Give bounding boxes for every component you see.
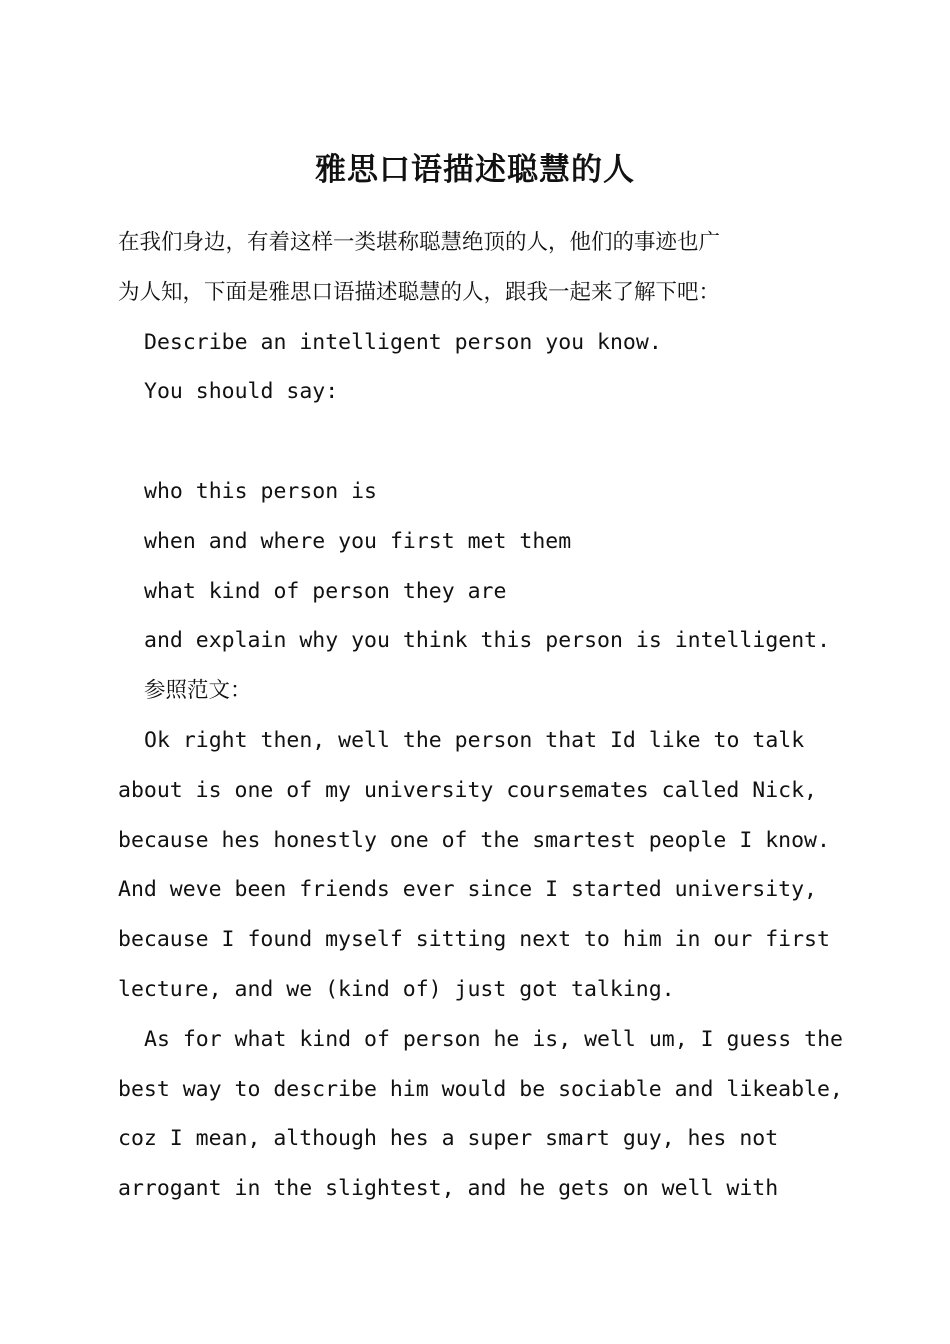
answer-line-3: because hes honestly one of the smartest people I know.: [118, 827, 830, 853]
answer-line-7: As for what kind of person he is, well um, I guess the: [144, 1026, 843, 1052]
prompt-subheading: You should say:: [144, 379, 339, 405]
answer-line-9: coz I mean, although hes a super smart guy, hes not: [118, 1126, 779, 1152]
document-body: [118, 218, 843, 1214]
answer-line-6: lecture, and we (kind of) just got talking.: [118, 976, 675, 1002]
prompt-heading: Describe an intelligent person you know.: [144, 329, 662, 355]
blank-line: [118, 417, 838, 467]
document-title: 雅思口语描述聪慧的人: [315, 152, 635, 188]
prompt-point-4: and explain why you think this person is intelligent.: [144, 628, 831, 654]
body-line-2: 为人知，下面是雅思口语描述聪慧的人，跟我一起来了解下吧：: [118, 279, 721, 305]
sample-answer-label: 参照范文：: [144, 678, 252, 704]
answer-line-1: Ok right then, well the person that Id like to talk: [144, 727, 805, 753]
answer-line-8: best way to describe him would be sociable and likeable,: [118, 1076, 843, 1102]
answer-line-10: arrogant in the slightest, and he gets on well with: [118, 1176, 779, 1202]
body-line-1: 在我们身边，有着这样一类堪称聪慧绝顶的人，他们的事迹也广: [118, 230, 721, 255]
answer-line-5: because I found myself sitting next to him in our first: [118, 927, 830, 953]
prompt-point-2: when and where you first met them: [144, 528, 572, 554]
prompt-point-1: who this person is: [144, 478, 377, 504]
prompt-point-3: what kind of person they are: [144, 578, 507, 604]
answer-line-2: about is one of my university coursemates called Nick,: [118, 777, 817, 803]
answer-line-4: And weve been friends ever since I started university,: [118, 877, 817, 903]
